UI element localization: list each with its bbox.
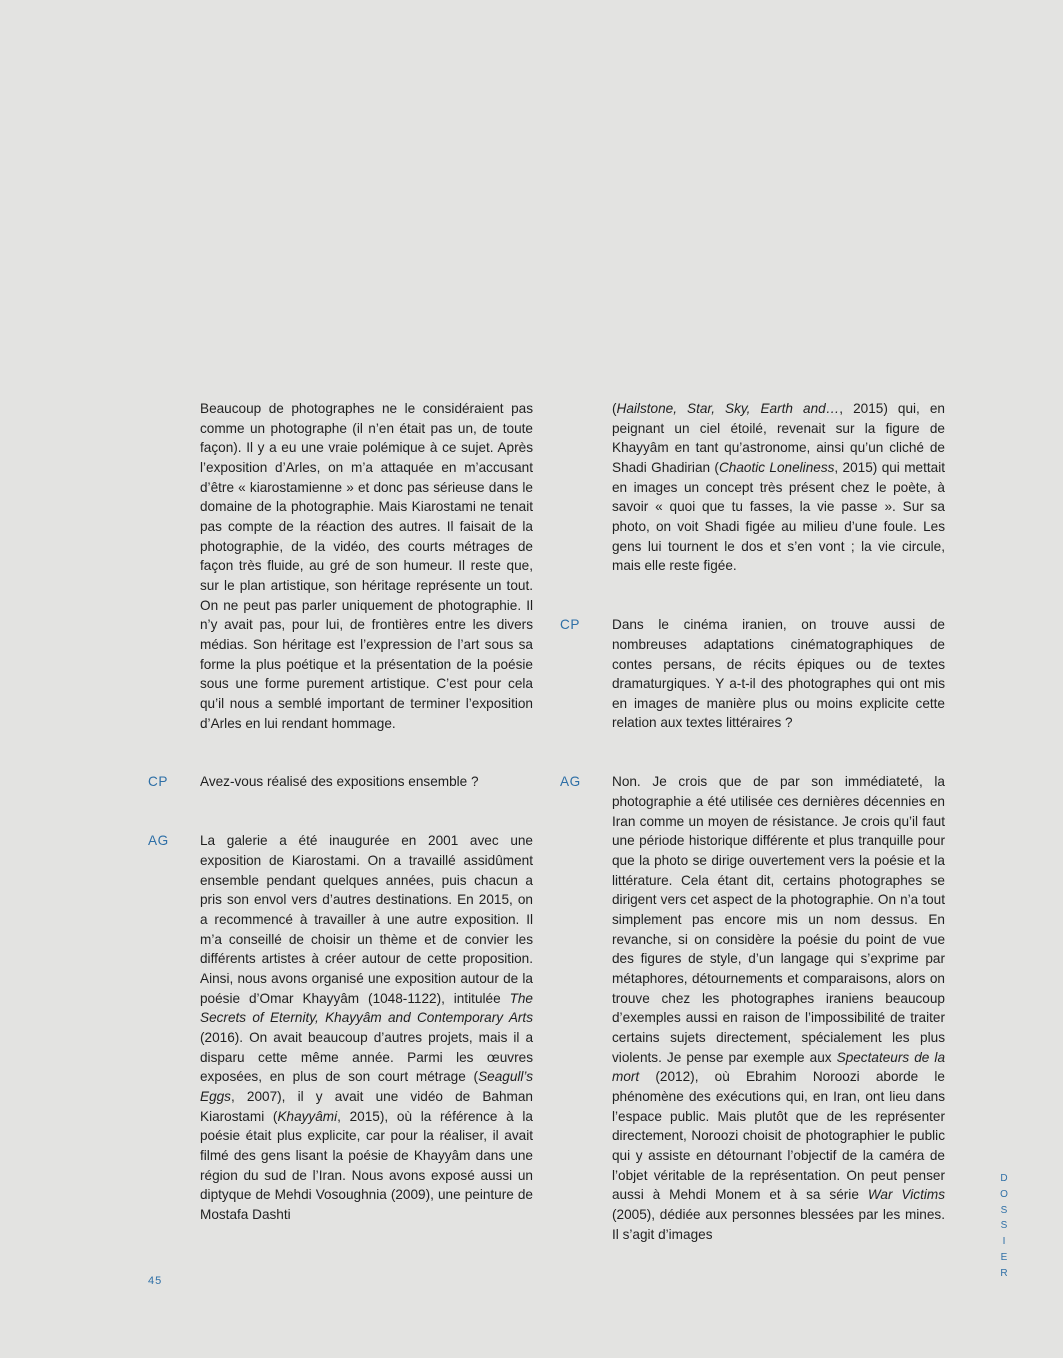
question-text: Avez-vous réalisé des expositions ensemble ?: [200, 774, 479, 790]
answer-block: [148, 831, 533, 1224]
paragraph: Beaucoup de photographes ne le considéraient pas comme un photographe (il n’en était pas un, de toute façon). Il y a eu une vraie polémique à ce sujet. Après l’exposition d’Arles, on m’a attaquée en m’accusant d’être « kiarostamienne » et donc pas sérieuse dans le domaine de la photographie. Mais Kiarostami ne tenait pas compte de la réaction des autres. Il faisait de la photographie, de la vidéo, des courts métrages de façon très fluide, au gré de son humeur. Il reste que, sur le plan artistique, son héritage représente un tout. On ne peut pas parler uniquement de photographie. Il n’y avait pas, pour lui, de frontières entre les divers médias. Son héritage est l’expression de l’art sous sa forme la plus poétique et la présentation de la poésie sous une forme purement artistique. C’est pour cela qu’il nous a semblé important de terminer l’exposition d’Arles en lui rendant hommage.: [200, 401, 533, 731]
question-block: [148, 772, 533, 792]
left-column: [148, 399, 533, 1225]
answer-text: La galerie a été inaugurée en 2001 avec une exposition de Kiarostami. On a travaillé assidûment ensemble pendant quelques années, puis chacun a pris son envol vers d’autres destinations. En 2015, on a recommencé à travailler à une autre exposition. Il m’a conseillé de choisir un thème et de convier les différents artistes à créer autour de cette proposition. Ainsi, nous avons organisé une exposition autour de la poésie d’Omar Khayyâm (1048-1122), intitulée The Secrets of Eternity, Khayyâm and Contemporary Arts (2016). On avait beaucoup d’autres projets, mais il a disparu cette même année. Parmi les œuvres exposées, en plus de son court métrage (Seagull’s Eggs, 2007), il y avait une vidéo de Bahman Kiarostami (Khayyâmi, 2015), où la référence à la poésie était plus explicite, car pour la réaliser, il avait filmé des gens lisant la poésie de Khayyâm dans une région du sud de l’Iran. Nous avons exposé aussi un diptyque de Mehdi Vosoughnia (2009), une peinture de Mostafa Dashti: [200, 833, 533, 1222]
speaker-label: AG: [148, 833, 169, 849]
work-title: Seagull’s Eggs: [200, 1069, 533, 1104]
speaker-label: CP: [560, 617, 581, 633]
section-label-dossier: [998, 1171, 1010, 1282]
paragraph: (Hailstone, Star, Sky, Earth and…, 2015) qui, en peignant un ciel étoilé, revenait sur la figure de Khayyâm en tant qu’astronome, ainsi qu’un cliché de Shadi Ghadirian (Chaotic Loneliness, 2015) qui mettait en images un concept très présent chez le poète, à savoir « quoi que tu fasses, la vie passe ». Sur sa photo, on voit Shadi figée au milieu d’une foule. Les gens lui tournent le dos et s’en vont ; la vie circule, mais elle reste figée.: [612, 401, 945, 574]
page-number: 45: [148, 1275, 163, 1287]
section-label-letter: O: [1000, 1188, 1008, 1200]
answer-continuation: [612, 399, 945, 576]
section-label-letter: S: [1000, 1204, 1008, 1216]
question-text: Dans le cinéma iranien, on trouve aussi de nombreuses adaptations cinématographiques de contes persans, de récits épiques ou de textes dramaturgiques. Y a-t-il des photographes qui ont mis en images de manière plus ou moins explicite cette relation aux textes littéraires ?: [612, 617, 945, 731]
section-label-letter: D: [1000, 1173, 1008, 1184]
question-block: [560, 615, 945, 733]
work-title: War Victims: [867, 1187, 945, 1203]
speaker-label: CP: [148, 774, 169, 790]
answer-block: [560, 772, 946, 1244]
section-label-letter: S: [1000, 1220, 1008, 1232]
work-title: Khayyâmi: [277, 1108, 338, 1124]
speaker-label: AG: [560, 774, 581, 790]
answer-text: Non. Je crois que de par son immédiateté, la photographie a été utilisée ces dernières décennies en Iran comme un moyen de résistance. Je crois qu’il faut une période historique différente et plus tranquille pour que la photo se dirige ouvertement vers la poésie et la littérature. Cela étant dit, certains photographes se dirigent vers cet aspect de la photographie. On n’a tout simplement pas encore mis un nom dessus. En revanche, si on considère la poésie du point de vue des figures de style, d’un langage qui s’exprime par métaphores, détournements et comparaisons, alors on trouve chez les photographes iraniens beaucoup d’exemples aussi en raison de l’impossibilité de traiter certains sujets directement, spécialement les plus violents. Je pense par exemple aux Spectateurs de la mort (2012), où Ebrahim Noroozi aborde le phénomène des exécutions qui, en Iran, ont lieu dans l’espace public. Mais plutôt que de les représenter directement, Noroozi choisit de photographier le public qui y assiste en détournant l’objectif de la caméra de l’objet véritable de la représentation. On peut penser aussi à Mehdi Monem et à sa série War Victims (2005), dédiée aux personnes blessées par les mines. Il s’agit d’images: [612, 774, 946, 1242]
answer-continuation: [200, 399, 533, 733]
work-title: Hailstone, Star, Sky, Earth and…: [616, 401, 840, 416]
work-title: Chaotic Loneliness: [718, 459, 835, 475]
work-title: The Secrets of Eternity, Khayyâm and Contemporary Arts: [200, 990, 533, 1026]
right-column: [560, 399, 946, 1244]
section-label-letter: E: [1000, 1251, 1008, 1263]
work-title: Spectateurs de la mort: [612, 1049, 946, 1085]
section-label-letter: R: [1000, 1267, 1008, 1279]
section-label-letter: I: [1002, 1236, 1006, 1248]
